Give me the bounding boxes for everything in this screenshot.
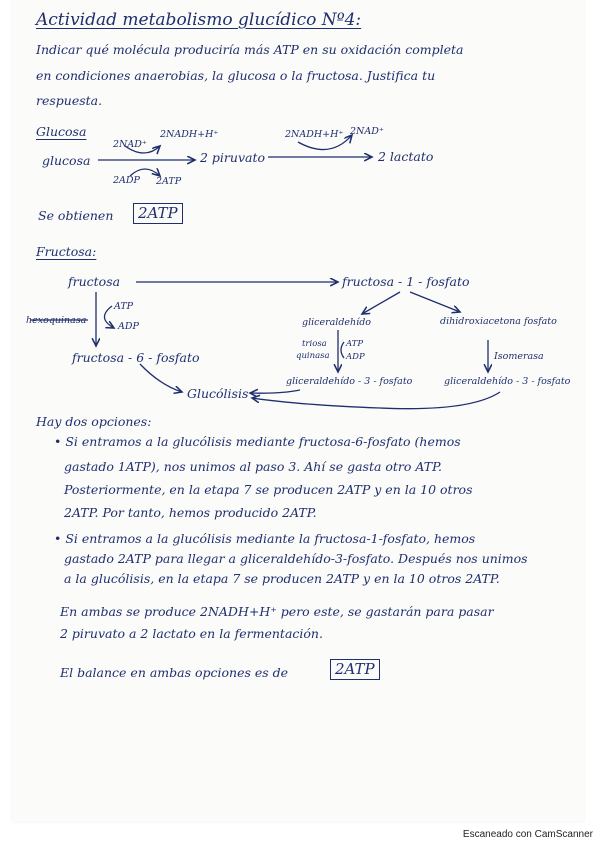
glucose-result-text: Se obtienen (38, 208, 114, 223)
balance-box: 2ATP (330, 659, 380, 680)
question-line-2: en condiciones anaerobias, la glucosa o la fructosa. Justifica tu (36, 68, 436, 83)
glucose-lactate: 2 lactato (378, 149, 434, 164)
triose-kinase-1: triosa (302, 339, 327, 349)
glyceraldehyde-3-phosphate-left: gliceraldehído - 3 - fosfato (286, 376, 413, 387)
g3p-right-to-glycolysis-arrow (252, 392, 500, 409)
balance-text: El balance en ambas opciones es de (60, 665, 289, 680)
question-line-1: Indicar qué molécula produciría más ATP en su oxidación completa (36, 42, 464, 57)
glucose-nadh: 2NADH+H⁺ (160, 129, 219, 140)
scanner-watermark: Escaneado con CamScanner (462, 829, 593, 840)
nadh-to-nad-curve (298, 135, 352, 150)
glucose-adp: 2ADP (113, 175, 140, 186)
g3p-left-to-glycolysis-arrow (250, 390, 300, 393)
page-title: Actividad metabolismo glucídico Nº4: (36, 10, 362, 30)
isomerase-label: Isomerasa (494, 351, 544, 362)
triose-kinase-2: quinasa (296, 351, 330, 361)
hexokinase-atp: ATP (114, 301, 134, 312)
f1p-to-dhap-arrow (410, 292, 460, 312)
adp-to-atp-curve (130, 169, 160, 176)
dihydroxyacetone-phosphate: dihidroxiacetona fosfato (440, 316, 557, 327)
option-2-line-1: • Si entramos a la glucólisis mediante la fructosa-1-fosfato, hemos (54, 531, 476, 546)
hexokinase-curve (104, 306, 114, 328)
fructose-1-phosphate: fructosa - 1 - fosfato (342, 274, 470, 289)
triose-kinase-curve (341, 342, 344, 358)
glucose-atp: 2ATP (156, 176, 182, 187)
option-1-line-2: gastado 1ATP), nos unimos al paso 3. Ahí se gasta otro ATP. (64, 459, 442, 474)
glucose-result-box: 2ATP (133, 203, 183, 224)
option-2-line-3: a la glucólisis, en la etapa 7 se producen 2ATP y en la 10 otros 2ATP. (64, 571, 500, 586)
glucose-nad: 2NAD⁺ (113, 139, 147, 150)
fructose-heading: Fructosa: (36, 244, 97, 259)
fructose-6-phosphate: fructosa - 6 - fosfato (72, 350, 200, 365)
glucose-substrate: glucosa (42, 153, 91, 168)
triose-kinase-atp: ATP (346, 339, 364, 349)
triose-kinase-adp: ADP (346, 352, 365, 362)
glyceraldehyde: gliceraldehído (302, 317, 372, 328)
option-2-line-2: gastado 2ATP para llegar a gliceraldehído-3-fosfato. Después nos unimos (64, 551, 528, 566)
glucose-nad-2: 2NAD⁺ (350, 126, 384, 137)
nad-to-nadh-curve (125, 146, 160, 153)
glycolysis-label: Glucólisis (187, 386, 249, 401)
note-line-1: En ambas se produce 2NADH+H⁺ pero este, se gastarán para pasar (60, 604, 494, 619)
options-intro: Hay dos opciones: (36, 414, 152, 429)
option-1-line-3: Posteriormente, en la etapa 7 se producen 2ATP y en la 10 otros (64, 482, 473, 497)
glucose-pyruvate: 2 piruvato (200, 150, 266, 165)
hexokinase-label: hexoquinasa (26, 315, 87, 326)
note-line-2: 2 piruvato a 2 lactato en la fermentación. (60, 626, 323, 641)
fructose-substrate: fructosa (68, 274, 121, 289)
f6p-to-glycolysis-arrow (140, 364, 182, 392)
hexokinase-adp: ADP (118, 321, 139, 332)
f1p-to-glyceraldehyde-arrow (362, 292, 400, 314)
option-1-line-4: 2ATP. Por tanto, hemos producido 2ATP. (64, 505, 317, 520)
glucose-heading: Glucosa (36, 124, 87, 139)
glyceraldehyde-3-phosphate-right: gliceraldehído - 3 - fosfato (444, 376, 571, 387)
option-1-line-1: • Si entramos a la glucólisis mediante fructosa-6-fosfato (hemos (54, 434, 461, 449)
question-line-3: respuesta. (36, 93, 103, 108)
glucose-nadh-2: 2NADH+H⁺ (285, 129, 344, 140)
